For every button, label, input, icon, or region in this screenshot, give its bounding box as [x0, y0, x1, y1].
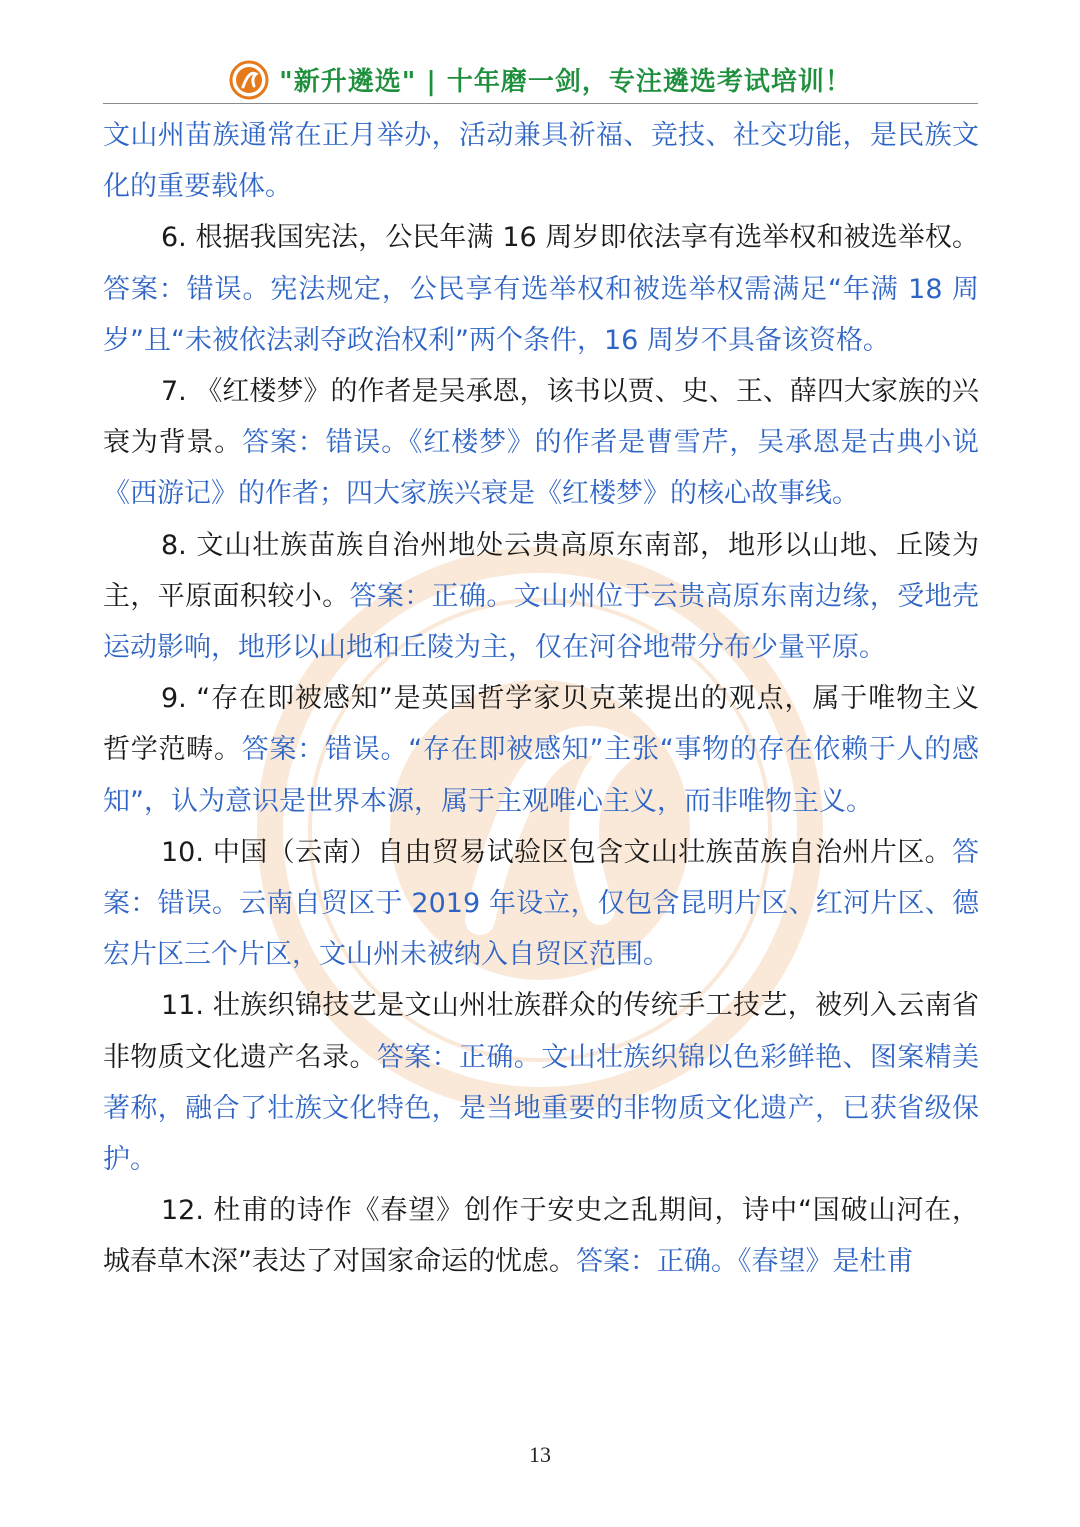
- header-slogan: "新升遴选" | 十年磨一剑，专注遴选考试培训！: [279, 67, 852, 97]
- question-12: [103, 1185, 979, 1287]
- question-7: [103, 366, 979, 520]
- question-10: [103, 827, 979, 981]
- question-11: [103, 980, 979, 1185]
- intro-paragraph: 文山州苗族通常在正月举办，活动兼具祈福、竞技、社交功能，是民族文化的重要载体。: [103, 120, 979, 203]
- answer-text: 答案：错误。《红楼梦》的作者是曹雪芹，吴承恩是古典小说《西游记》的作者；四大家族兴衰是《红楼梦》的核心故事线。: [103, 427, 980, 510]
- answer-text: 答案：正确。《春望》是杜甫: [576, 1246, 914, 1278]
- question-text: 7. 《红楼梦》的作者是吴承恩，该书以贾、史、王、薛四大家族的兴衰为背景。: [103, 376, 979, 459]
- page-header: [103, 56, 978, 104]
- question-text: 6. 根据我国宪法，公民年满 16 周岁即依法享有选举权和被选举权。: [161, 222, 979, 254]
- answer-text: 答案：错误。宪法规定，公民享有选举权和被选举权需满足“年满 18 周岁”且“未被依法剥夺政治权利”两个条件，16 周岁不具备该资格。: [103, 273, 979, 356]
- question-text: 11. 壮族织锦技艺是文山州壮族群众的传统手工技艺，被列入云南省非物质文化遗产名录。: [103, 990, 979, 1073]
- question-6: [103, 212, 979, 366]
- question-9: [103, 673, 979, 827]
- answer-text: 答案：错误。云南自贸区于 2019 年设立，仅包含昆明片区、红河片区、德宏片区三个片区，文山州未被纳入自贸区范围。: [103, 836, 979, 971]
- document-body: [103, 110, 979, 1288]
- answer-text: 答案：错误。“存在即被感知”主张“事物的存在依赖于人的感知”，认为意识是世界本源，属于主观唯心主义，而非唯物主义。: [103, 734, 980, 817]
- brand-logo-icon: [229, 60, 269, 100]
- question-text: 8. 文山壮族苗族自治州地处云贵高原东南部，地形以山地、丘陵为主，平原面积较小。: [103, 529, 979, 612]
- question-text: 10. 中国（云南）自由贸易试验区包含文山壮族苗族自治州片区。: [161, 836, 952, 868]
- question-8: [103, 520, 979, 674]
- question-text: 9. “存在即被感知”是英国哲学家贝克莱提出的观点，属于唯物主义哲学范畴。: [103, 683, 979, 766]
- page-number: 13: [529, 1442, 551, 1467]
- question-text: 12. 杜甫的诗作《春望》创作于安史之乱期间，诗中“国破山河在，城春草木深”表达了对国家命运的忧虑。: [103, 1195, 979, 1278]
- answer-text: 答案：正确。文山壮族织锦以色彩鲜艳、图案精美著称，融合了壮族文化特色，是当地重要的非物质文化遗产，已获省级保护。: [103, 1041, 980, 1176]
- answer-text: 答案：正确。文山州位于云贵高原东南边缘，受地壳运动影响，地形以山地和丘陵为主，仅在河谷地带分布少量平原。: [103, 580, 979, 664]
